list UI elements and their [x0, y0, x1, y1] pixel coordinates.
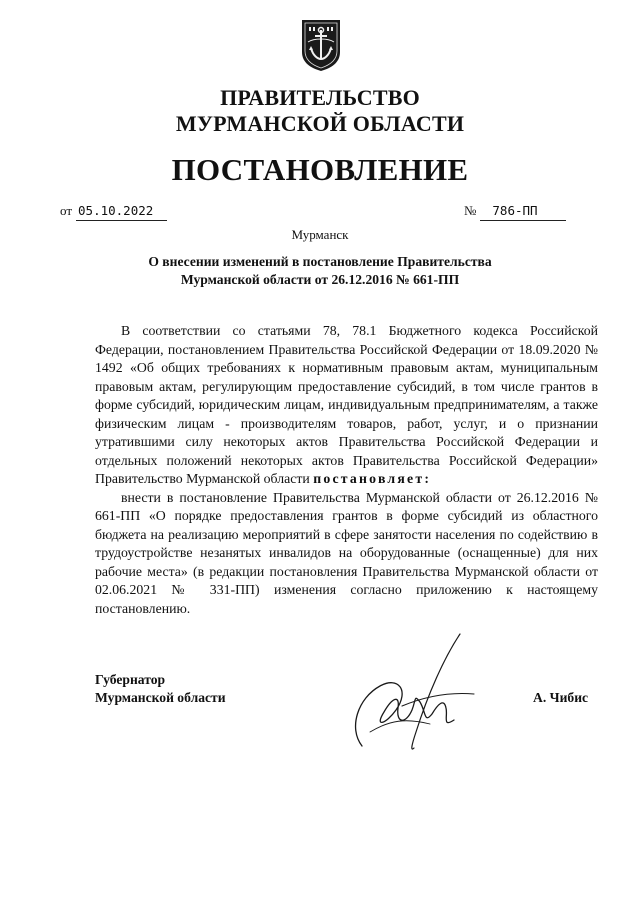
coat-of-arms-icon	[300, 18, 342, 72]
city: Мурманск	[291, 227, 349, 242]
body-paragraph-2: внести в постановление Правительства Мурманской области от 26.12.2016 № 661-ПП «О порядке предоставления грантов в форме субсидий из областного бюджета на реализацию мероприятий в сфере занятости населения по содействию в трудоустройстве незанятых инвалидов на оборудованные (оснащенные) для них рабочие места» (в редакции постановления Правительства Мурманской области от 02.06.2021 № 331-ПП) изменения согласно приложению к настоящему постановлению.	[95, 489, 598, 616]
handwritten-signature	[340, 628, 480, 758]
number-value: 786-ПП	[480, 202, 566, 221]
signer-position	[95, 671, 226, 707]
date-value: 05.10.2022	[76, 202, 167, 221]
signer-position-line-2: Мурманской области	[95, 690, 226, 705]
government-title-line-2: МУРМАНСКОЙ ОБЛАСТИ	[175, 111, 465, 136]
subject-heading	[120, 253, 520, 289]
number-prefix: №	[464, 203, 477, 218]
government-title-line-1: ПРАВИТЕЛЬСТВО	[220, 85, 420, 110]
subject-line-1: О внесении изменений в постановление Правительства	[148, 254, 492, 269]
government-title	[0, 85, 640, 137]
body-text	[95, 322, 598, 618]
document-type: ПОСТАНОВЛЕНИЕ	[171, 152, 469, 187]
subject-line-2: Мурманской области от 26.12.2016 № 661-ПП	[180, 272, 460, 287]
date-prefix: от	[60, 203, 73, 218]
date-line	[60, 202, 167, 221]
number-line	[464, 202, 566, 221]
paragraph-1-text: В соответствии со статьями 78, 78.1 Бюджетного кодекса Российской Федерации, постановлением Правительства Российской Федерации от 18.09.2020 № 1492 «Об общих требованиях к нормативным правовым актам, муниципальным правовым актам, регулирующим предоставление субсидий, в том числе грантов в форме субсидий, юридическим лицам, индивидуальным предпринимателям, а также физическим лицам - производителям товаров, работ, услуг, и о признании утратившими силу некоторых актов Правительства Российской Федерации и отдельных положений некоторых актов Правительства Российской Федерации» Правительство Мурманской области	[95, 323, 598, 486]
decree-word: постановляет:	[313, 471, 432, 486]
body-paragraph-1	[95, 322, 598, 489]
signer-name: А. Чибис	[533, 690, 589, 705]
signer-position-line-1: Губернатор	[95, 672, 166, 687]
